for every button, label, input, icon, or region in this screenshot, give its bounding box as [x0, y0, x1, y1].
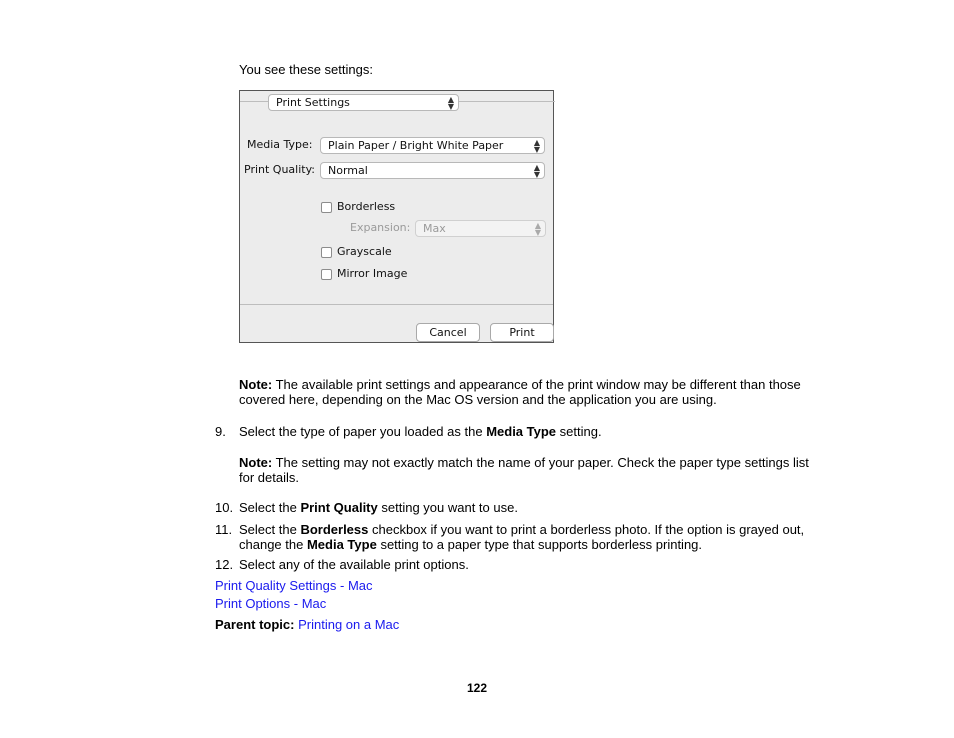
step-11-bold: Borderless [300, 522, 369, 537]
step-9-number: 9. [215, 424, 226, 439]
step-10-number: 10. [215, 500, 234, 515]
chevron-updown-icon: ▲ ▼ [447, 95, 454, 111]
step-9-bold: Media Type [486, 424, 557, 439]
step-11-post: setting to a paper type that supports borderless printing. [380, 537, 703, 552]
preset-popup-label: Print Settings [276, 96, 350, 109]
footer-divider [240, 304, 553, 305]
step-9-text [239, 424, 824, 439]
print-quality-popup[interactable] [320, 162, 545, 179]
cancel-button[interactable]: Cancel [416, 323, 480, 342]
grayscale-label: Grayscale [337, 245, 392, 258]
grayscale-checkbox[interactable] [321, 247, 332, 258]
step-10-bold: Print Quality [300, 500, 378, 515]
note-text: The available print settings and appearance of the print window may be different than those covered here, depending on the Mac OS version and the application you are using. [239, 377, 801, 407]
header-divider-left [240, 101, 268, 102]
parent-topic [215, 617, 399, 632]
mirror-image-label: Mirror Image [337, 267, 408, 280]
expansion-value: Max [423, 222, 446, 235]
step-12-text: Select any of the available print options. [239, 557, 469, 572]
link-print-quality-settings[interactable]: Print Quality Settings - Mac [215, 578, 373, 593]
step-10-pre: Select the [239, 500, 297, 515]
expansion-label: Expansion: [350, 221, 411, 234]
note-available-settings [239, 377, 824, 407]
print-quality-value: Normal [328, 164, 368, 177]
print-button[interactable]: Print [490, 323, 554, 342]
chevron-updown-icon: ▲ ▼ [533, 163, 540, 179]
link-printing-on-a-mac[interactable]: Printing on a Mac [298, 617, 400, 632]
header-divider-right [459, 101, 555, 102]
note-prefix: Note: [239, 455, 273, 470]
step-11-number: 11. [215, 522, 233, 537]
step-9-post: setting. [559, 424, 602, 439]
expansion-popup[interactable] [415, 220, 546, 237]
intro-text: You see these settings: [239, 62, 373, 77]
borderless-label: Borderless [337, 200, 396, 213]
print-quality-label: Print Quality: [244, 163, 316, 176]
page-number: 122 [466, 681, 488, 695]
step-10-post: setting you want to use. [381, 500, 518, 515]
print-dialog [239, 90, 554, 343]
step-11-mid: checkbox if you want to print a borderless photo. If the option is grayed out, change the [239, 522, 805, 552]
parent-topic-label: Parent topic: [215, 617, 295, 632]
borderless-checkbox[interactable] [321, 202, 332, 213]
note-paper-name [239, 455, 824, 485]
chevron-updown-icon: ▲ ▼ [534, 221, 541, 237]
link-print-options[interactable]: Print Options - Mac [215, 596, 327, 611]
step-11-bold2: Media Type [306, 537, 377, 552]
step-9-pre: Select the type of paper you loaded as the [239, 424, 483, 439]
step-12-number: 12. [215, 557, 234, 572]
note-prefix: Note: [239, 377, 273, 392]
mirror-image-checkbox[interactable] [321, 269, 332, 280]
note-text: The setting may not exactly match the name of your paper. Check the paper type settings list for details. [239, 455, 809, 485]
step-10-text [239, 500, 824, 515]
media-type-value: Plain Paper / Bright White Paper [328, 139, 504, 152]
chevron-updown-icon: ▲ ▼ [533, 138, 540, 154]
media-type-label: Media Type: [247, 138, 313, 151]
media-type-popup[interactable] [320, 137, 545, 154]
step-11-text [239, 522, 824, 552]
step-11-pre: Select the [239, 522, 297, 537]
preset-popup[interactable] [268, 94, 459, 111]
